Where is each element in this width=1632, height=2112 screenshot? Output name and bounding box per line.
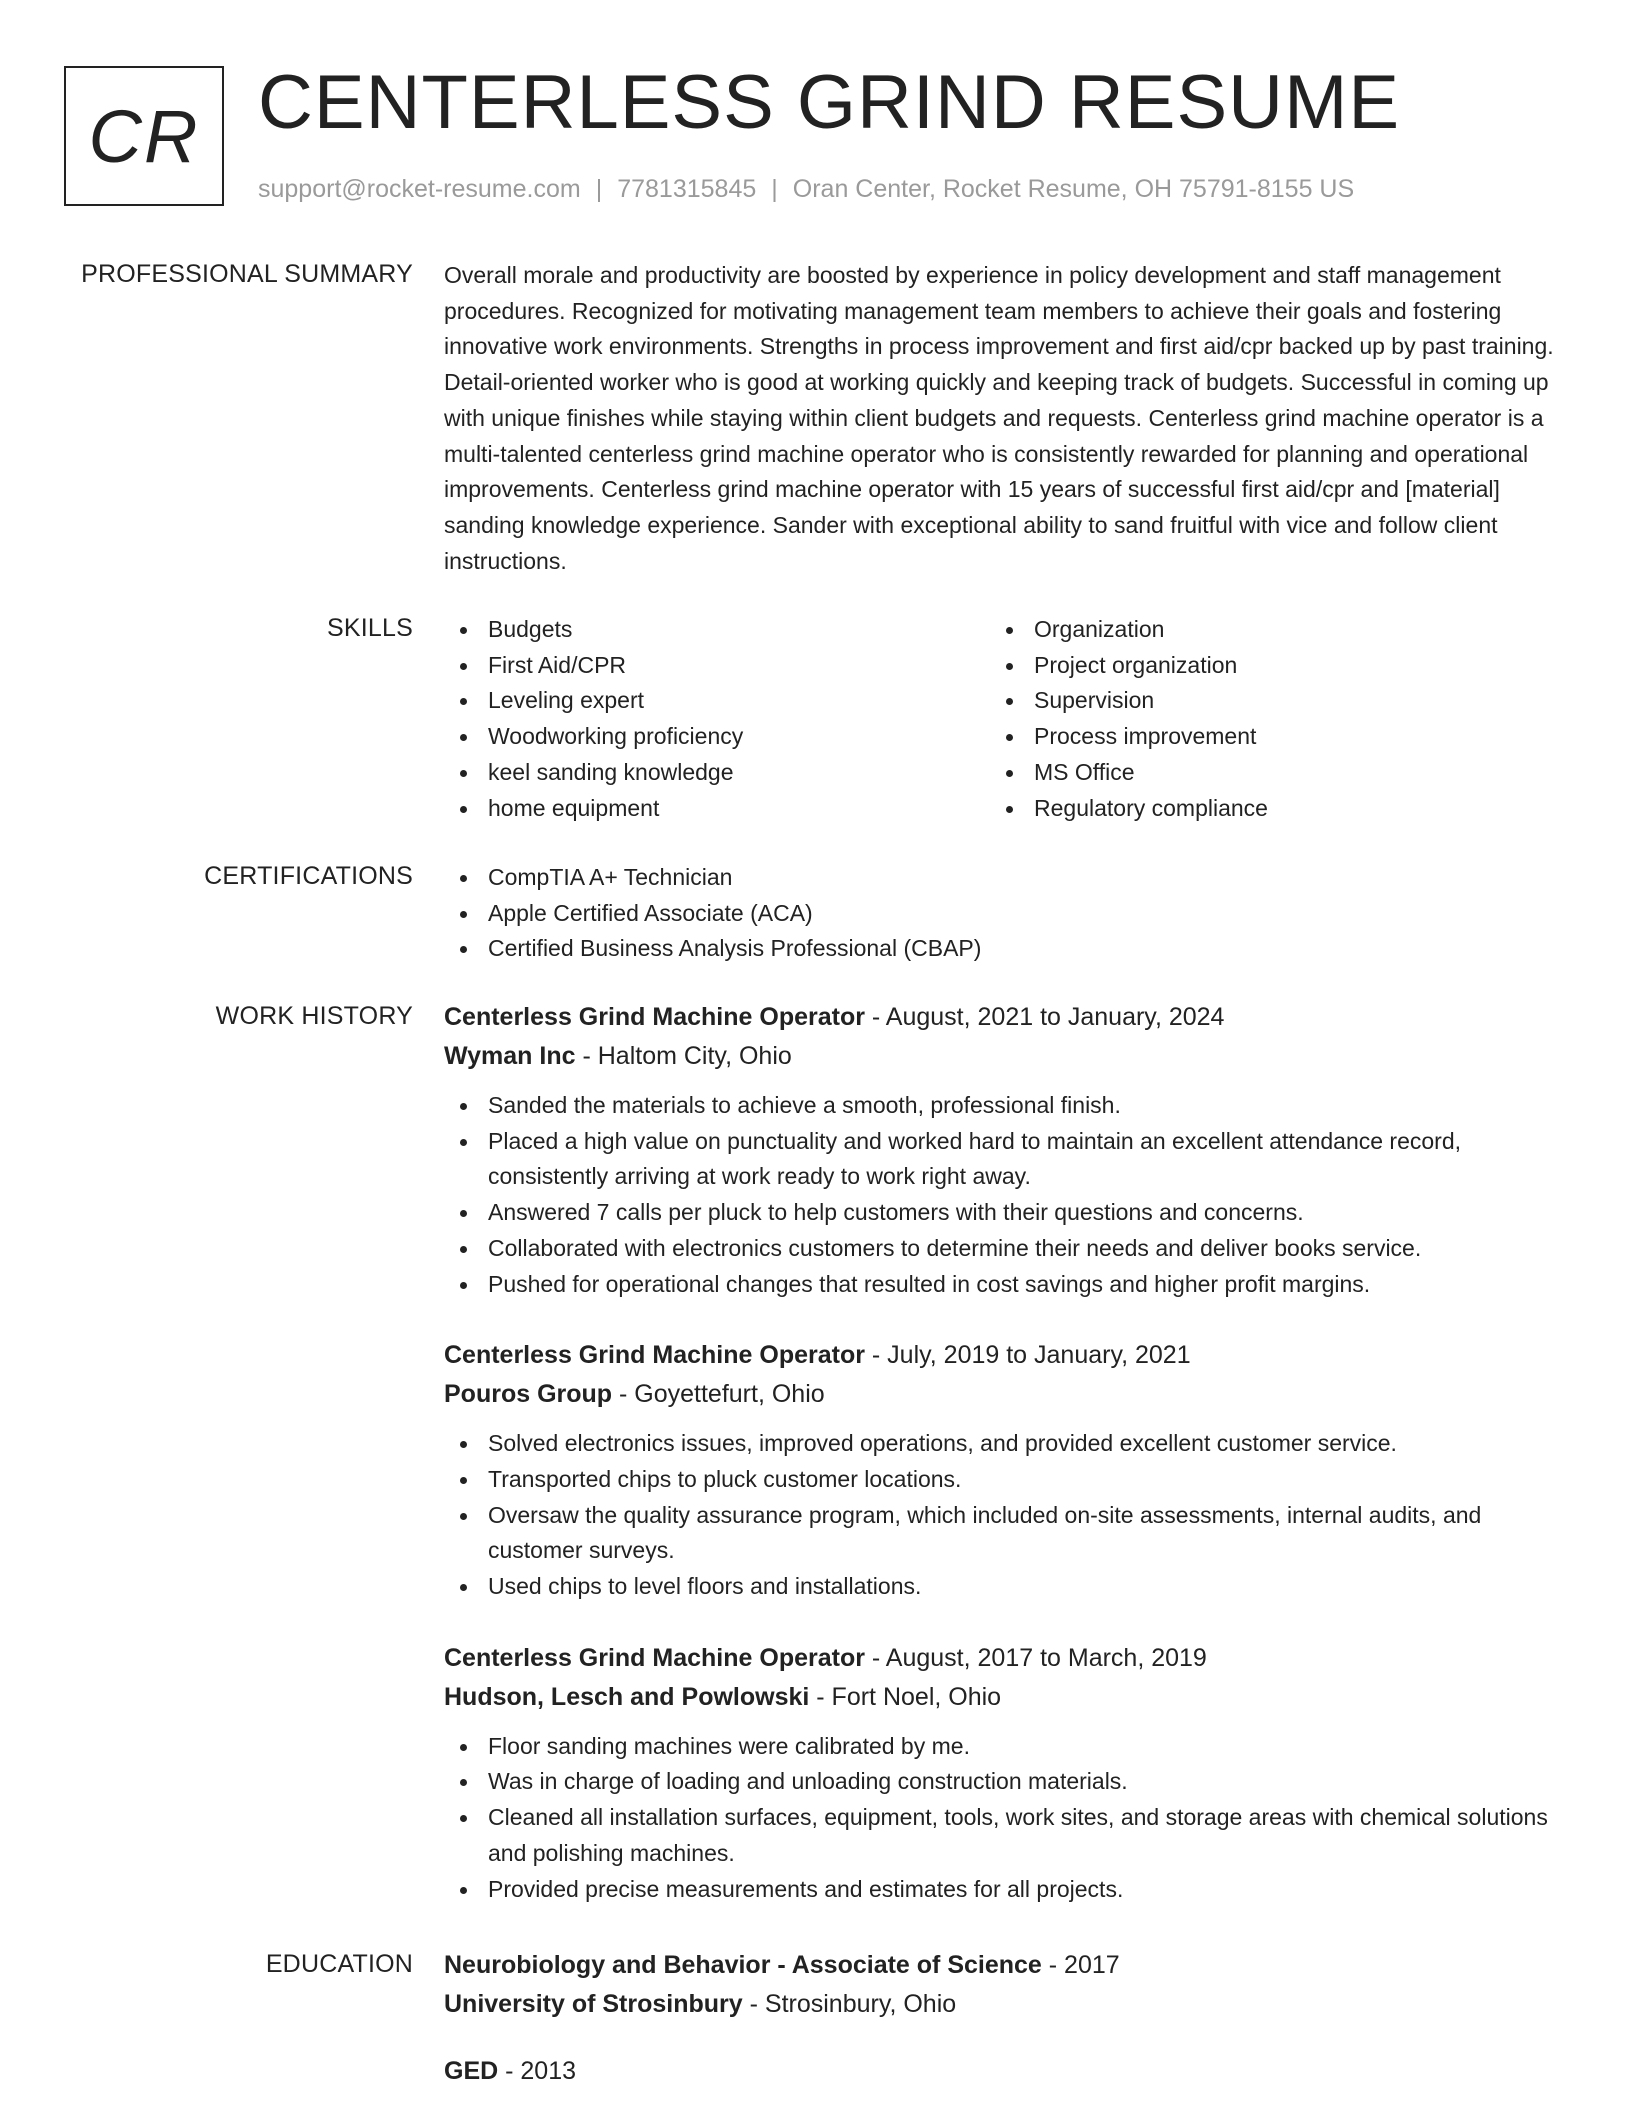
job-entry (444, 998, 1559, 1302)
skills-list-left (444, 612, 990, 826)
skill-item: Regulatory compliance (990, 791, 1536, 827)
job-duty-item: Was in charge of loading and unloading construction materials. (444, 1764, 1559, 1800)
job-company-line (444, 1037, 1559, 1076)
job-title-line (444, 1639, 1559, 1678)
skill-item: Woodworking proficiency (444, 719, 990, 755)
job-title-line (444, 998, 1559, 1037)
contact-separator: | (771, 175, 778, 203)
education-degree-line (444, 2052, 1559, 2091)
section-label-work-history: WORK HISTORY (215, 1002, 413, 1030)
job-company-line (444, 1678, 1559, 1717)
certification-item: CompTIA A+ Technician (444, 860, 1559, 896)
job-entry (444, 1639, 1559, 1908)
job-duties (444, 1088, 1559, 1302)
contact-separator: | (595, 175, 603, 203)
job-duty-item: Sanded the materials to achieve a smooth, professional finish. (444, 1088, 1559, 1124)
skill-item: Budgets (444, 612, 990, 648)
skill-item: First Aid/CPR (444, 648, 990, 684)
job-title: Centerless Grind Machine Operator (444, 1003, 865, 1031)
section-label-skills: SKILLS (327, 614, 413, 642)
skill-item: Leveling expert (444, 683, 990, 719)
job-duty-item: Floor sanding machines were calibrated by me. (444, 1729, 1559, 1765)
job-entry (444, 1336, 1559, 1605)
certification-item: Certified Business Analysis Professional (CBAP) (444, 931, 1559, 967)
job-duty-item: Pushed for operational changes that resulted in cost savings and higher profit margins. (444, 1267, 1559, 1303)
education-school-line (444, 1985, 1559, 2024)
education-degree: GED (444, 2057, 499, 2085)
skill-item: MS Office (990, 755, 1536, 791)
job-company-line (444, 1375, 1559, 1414)
education-location: - Strosinbury, Ohio (742, 1990, 957, 2018)
job-duty-item: Placed a high value on punctuality and worked hard to maintain an excellent attendance record, consistently arriving at work ready to work right away. (444, 1124, 1559, 1195)
job-duty-item: Transported chips to pluck customer locations. (444, 1462, 1559, 1498)
education-school: University of Strosinbury (444, 1990, 743, 2018)
job-duties (444, 1426, 1559, 1605)
skill-item: Process improvement (990, 719, 1536, 755)
skill-item: home equipment (444, 791, 990, 827)
skill-item: Project organization (990, 648, 1536, 684)
section-label-summary: PROFESSIONAL SUMMARY (81, 260, 413, 288)
job-duties (444, 1729, 1559, 1908)
section-label-certifications: CERTIFICATIONS (204, 862, 413, 890)
job-dates: - August, 2017 to March, 2019 (864, 1643, 1207, 1672)
education-year: - 2013 (498, 2057, 577, 2085)
skill-item: Supervision (990, 683, 1536, 719)
contact-email: support@rocket-resume.com (258, 175, 581, 203)
job-location: - Goyettefurt, Ohio (612, 1380, 825, 1409)
job-duty-item: Answered 7 calls per pluck to help customers with their questions and concerns. (444, 1195, 1559, 1231)
skill-item: keel sanding knowledge (444, 755, 990, 791)
education-entry (444, 2052, 1559, 2091)
job-company: Wyman Inc (444, 1042, 576, 1070)
job-dates: - August, 2021 to January, 2024 (864, 1003, 1225, 1031)
skills-list-right (990, 612, 1536, 826)
monogram-logo: CR (64, 66, 224, 206)
education-entry (444, 1946, 1559, 2024)
certification-item: Apple Certified Associate (ACA) (444, 896, 1559, 932)
summary-text: Overall morale and productivity are boosted by experience in policy development and staff management procedures. Recognized for motivating management team members to achieve their goals and fostering innovative work environments. Strengths in process improvement and first aid/cpr backed up by past training. Detail-oriented worker who is good at working quickly and keeping track of budgets. Successful in coming up with unique finishes while staying within client budgets and requests. Centerless grind machine operator is a multi-talented centerless grind machine operator who is consistently rewarded for planning and operational improvements. Centerless grind machine operator with 15 years of successful first aid/cpr and [material] sanding knowledge experience. Sander with exceptional ability to sand fruitful with vice and follow client instructions. (444, 262, 1554, 574)
job-company: Pouros Group (444, 1380, 613, 1409)
contact-line (258, 174, 1354, 204)
job-duty-item: Collaborated with electronics customers to determine their needs and deliver books service. (444, 1231, 1559, 1267)
job-title: Centerless Grind Machine Operator (444, 1341, 865, 1370)
contact-phone: 7781315845 (617, 175, 757, 203)
education-year: - 2017 (1041, 1951, 1120, 1979)
certifications-list (444, 860, 1559, 967)
skill-item: Organization (990, 612, 1536, 648)
job-location: - Haltom City, Ohio (575, 1042, 792, 1070)
education-degree-line (444, 1946, 1559, 1985)
education-degree: Neurobiology and Behavior - Associate of Science (444, 1951, 1042, 1979)
resume-title: CENTERLESS GRIND RESUME (258, 60, 1401, 145)
job-company: Hudson, Lesch and Powlowski (444, 1682, 810, 1711)
contact-address: Oran Center, Rocket Resume, OH 75791-8155 US (792, 175, 1355, 203)
job-duty-item: Solved electronics issues, improved operations, and provided excellent customer service. (444, 1426, 1559, 1462)
section-label-education: EDUCATION (265, 1950, 413, 1978)
job-duty-item: Used chips to level floors and installations. (444, 1569, 1559, 1605)
job-location: - Fort Noel, Ohio (809, 1682, 1002, 1711)
job-title-line (444, 1336, 1559, 1375)
job-dates: - July, 2019 to January, 2021 (864, 1341, 1191, 1370)
job-title: Centerless Grind Machine Operator (444, 1643, 865, 1672)
job-duty-item: Provided precise measurements and estimates for all projects. (444, 1872, 1559, 1908)
job-duty-item: Cleaned all installation surfaces, equipment, tools, work sites, and storage areas with chemical solutions and polishing machines. (444, 1800, 1559, 1871)
job-duty-item: Oversaw the quality assurance program, which included on-site assessments, internal audits, and customer surveys. (444, 1498, 1559, 1569)
